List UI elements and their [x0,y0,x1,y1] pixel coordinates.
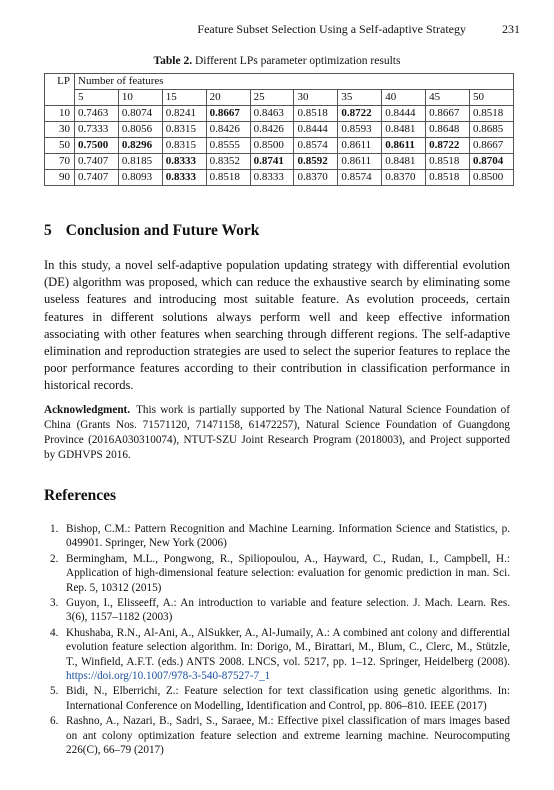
reference-item [44,596,510,625]
table-cell: 0.8500 [470,170,514,186]
reference-number: 1. [50,523,59,535]
table-cell: 0.8667 [206,106,250,122]
table-cell: 0.7463 [75,106,119,122]
feature-count-header: 45 [426,90,470,106]
reference-number: 6. [50,715,59,728]
section-heading [44,222,259,240]
reference-item [44,714,510,757]
reference-text: Bidi, N., Elberrichi, Z.: Feature selection for text classification using genetic algorithms. In: International Conference on Modelling, Identification and Control, pp. 806–810. IEEE (2017) [66,685,510,712]
table-cell: 0.8611 [338,154,382,170]
table-cell: 0.8481 [382,154,426,170]
table-row [45,138,514,154]
table-cell: 0.8592 [294,154,338,170]
table-cell: 0.8296 [118,138,162,154]
table-cell: 0.8241 [162,106,206,122]
page-number: 231 [502,22,520,36]
table-cell: 0.8093 [118,170,162,186]
table-cell: 0.8667 [426,106,470,122]
feature-count-header: 20 [206,90,250,106]
reference-doi-link[interactable]: https://doi.org/10.1007/978-3-540-87527-7_1 [66,670,271,683]
table-cell: 0.8444 [382,106,426,122]
table-cell: 0.8593 [338,122,382,138]
lp-value: 50 [45,138,75,154]
table-cell: 0.8370 [294,170,338,186]
reference-item [44,626,510,684]
feature-count-header: 5 [75,90,119,106]
reference-number: 3. [50,597,59,610]
feature-count-header: 50 [470,90,514,106]
acknowledgment-paragraph [44,403,510,463]
feature-count-header: 40 [382,90,426,106]
table-row [45,122,514,138]
table-cell: 0.7407 [75,154,119,170]
conclusion-paragraph: In this study, a novel self-adaptive population updating strategy with differential evolution (DE) algorithm was proposed, which can reduce the exhaustive search by eliminating some useless features and introducing most suitable feature. As evolution proceeds, certain features in different solutions always perform well and keep effective information associating with other features when searching through different regions. The self-adaptive elimination and reproduction strategies are used to select the superior features to replace the poor performance features according to their contribution in classification performance in historical records. [44,258,510,393]
table-caption-text: Different LPs parameter optimization results [194,55,401,67]
table-cell: 0.8518 [206,170,250,186]
feature-count-header: 30 [294,90,338,106]
features-group-header: Number of features [75,74,514,90]
table-cell: 0.8741 [250,154,294,170]
table-caption-label: Table 2. [153,55,193,67]
table-cell: 0.8611 [382,138,426,154]
reference-text: Khushaba, R.N., Al-Ani, A., AlSukker, A., Al-Jumaily, A.: A combined ant colony and differential evolution feature selection algorithm. In: Dorigo, M., Birattari, M., Blum, C., Clerc, M., Stützle, T., Winfield, A.F.T. (eds.) ANTS 2008. LNCS, vol. 5217, pp. 1–12. Springer, Heidelberg (2008). [66,626,510,668]
table-cell: 0.8611 [338,138,382,154]
acknowledgment-label: Acknowledgment. [44,404,131,416]
table-cell: 0.8704 [470,154,514,170]
table-cell: 0.8426 [250,122,294,138]
running-header [0,22,520,36]
feature-count-header: 25 [250,90,294,106]
reference-item [44,684,510,713]
section-number: 5 [44,222,52,239]
lp-value: 10 [45,106,75,122]
table-cell: 0.8444 [294,122,338,138]
table-cell: 0.8352 [206,154,250,170]
table-cell: 0.8722 [426,138,470,154]
table-cell: 0.8648 [426,122,470,138]
table-row [45,170,514,186]
table-cell: 0.8370 [382,170,426,186]
table-cell: 0.8315 [162,122,206,138]
table-cell: 0.8574 [294,138,338,154]
table-cell: 0.8518 [426,154,470,170]
reference-text: Rashno, A., Nazari, B., Sadri, S., Saraee, M.: Effective pixel classification of mars images based on ant colony optimization feature selection and extreme learning machine. Neurocomputing 226(C), 66–79 (2017) [66,715,510,757]
table-cell: 0.8500 [250,138,294,154]
reference-item [44,552,510,595]
table-cell: 0.8333 [162,170,206,186]
reference-text: Bermingham, M.L., Pongwong, R., Spiliopoulou, A., Hayward, C., Rudan, I., Campbell, H.: Application of high-dimensional feature selection: evaluation for genomic prediction in man. Sci. Rep. 5, 10312 (2015) [66,552,510,594]
reference-text: Bishop, C.M.: Pattern Recognition and Machine Learning. Information Science and Statistics, p. 049901. Springer, New York (2006) [66,523,510,550]
reference-item [44,522,510,551]
table-cell: 0.8574 [338,170,382,186]
table-row [45,106,514,122]
table-cell: 0.8667 [470,138,514,154]
table-cell: 0.8685 [470,122,514,138]
lp-parameter-table [44,73,514,186]
table-cell: 0.8555 [206,138,250,154]
table-cell: 0.8056 [118,122,162,138]
table-cell: 0.8333 [250,170,294,186]
feature-count-header: 15 [162,90,206,106]
reference-text: Guyon, I., Elisseeff, A.: An introduction to variable and feature selection. J. Mach. Learn. Res. 3(6), 1157–1182 (2003) [66,597,510,624]
table-cell: 0.8518 [470,106,514,122]
section-title: Conclusion and Future Work [65,222,260,239]
table-cell: 0.8463 [250,106,294,122]
lp-value: 30 [45,122,75,138]
table-cell: 0.8315 [162,138,206,154]
acknowledgment-text: This work is partially supported by The National Natural Science Foundation of China (Grants Nos. 71571120, 71471158, 61472257), Natural Science Foundation of Guangdong Province (2016A030310074), NTUT-SZU Joint Research Program (2018003), and Project supported by GDHVPS 2016. [44,404,510,461]
table-caption [0,55,554,67]
table-row [45,154,514,170]
running-title: Feature Subset Selection Using a Self-adaptive Strategy [197,22,466,36]
references-list [44,522,510,759]
lp-value: 70 [45,154,75,170]
table-cell: 0.8074 [118,106,162,122]
table-cell: 0.8333 [162,154,206,170]
reference-number: 4. [50,626,59,639]
table-cell: 0.7500 [75,138,119,154]
feature-count-header: 35 [338,90,382,106]
table-cell: 0.8185 [118,154,162,170]
table-cell: 0.8481 [382,122,426,138]
lp-value: 90 [45,170,75,186]
table-cell: 0.8426 [206,122,250,138]
table-cell: 0.7333 [75,122,119,138]
lp-column-header: LP [45,74,75,106]
reference-number: 5. [50,685,59,698]
feature-count-header: 10 [118,90,162,106]
table-cell: 0.7407 [75,170,119,186]
table-cell: 0.8518 [426,170,470,186]
table-cell: 0.8722 [338,106,382,122]
table-cell: 0.8518 [294,106,338,122]
references-heading: References [44,487,117,504]
reference-number: 2. [50,552,59,565]
